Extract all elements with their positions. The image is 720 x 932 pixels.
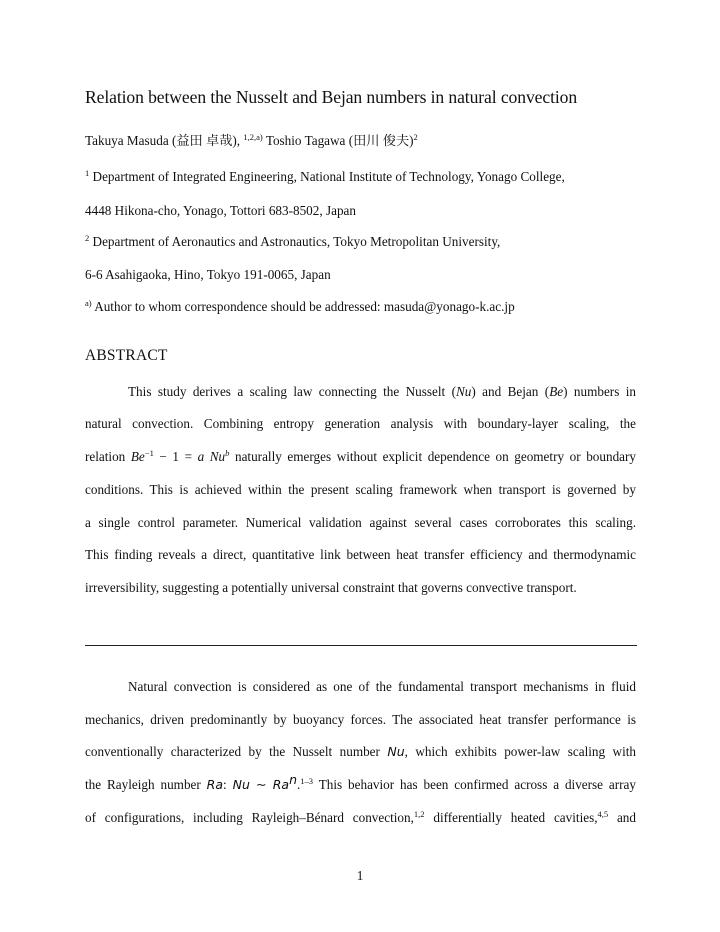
paper-title: Relation between the Nusselt and Bejan numbers in natural convection: [85, 87, 578, 107]
affiliation-2-text: Department of Aeronautics and Astronautics, Tokyo Metropolitan University,: [92, 234, 501, 249]
correspondence-text: Author to whom correspondence should be addressed: masuda@yonago-k.ac.jp: [94, 299, 515, 314]
text-span: This behavior has been confirmed across a diverse array: [313, 777, 636, 792]
abstract-line-2: natural convection. Combining entropy generation analysis with boundary-layer scaling, the: [85, 416, 636, 431]
body-line-5: [85, 810, 636, 826]
text-span: and: [608, 810, 636, 825]
correspondence-marker: a): [85, 298, 92, 308]
abstract-line-6: This finding reveals a direct, quantitative link between heat transfer efficiency and thermodynamic: [85, 547, 636, 562]
text-span: conventionally characterized by the Nusselt number: [85, 744, 388, 759]
rayleigh-symbol: Ra: [272, 777, 290, 792]
nusselt-symbol: Nu: [232, 777, 250, 792]
author-2: Toshio Tagawa (田川 俊夫): [265, 133, 414, 148]
nusselt-symbol: Nu: [455, 384, 472, 399]
affiliation-2-line-1: [85, 234, 500, 250]
affiliation-2-line-2: 6-6 Asahigaoka, Hino, Tokyo 191-0065, Japan: [85, 267, 331, 282]
affiliation-1-line-2: 4448 Hikona-cho, Yonago, Tottori 683-8502, Japan: [85, 203, 356, 218]
text-span: This study derives a scaling law connecting the Nusselt (: [128, 384, 456, 399]
section-divider: [85, 645, 637, 646]
affiliation-1-text: Department of Integrated Engineering, National Institute of Technology, Yonago College,: [92, 169, 565, 184]
author-2-affiliation-marker: 2: [413, 132, 418, 142]
exponent: −1: [144, 448, 154, 458]
bejan-symbol: Be: [549, 384, 564, 399]
body-line-4: [85, 772, 636, 793]
text-span: of configurations, including Rayleigh–Bénard convection,: [85, 810, 414, 825]
abstract-line-7: irreversibility, suggesting a potentially universal constraint that governs convective transport.: [85, 580, 577, 595]
correspondence-note: [85, 299, 515, 315]
rayleigh-symbol: Ra: [206, 777, 224, 792]
abstract-line-1: [85, 384, 636, 400]
text-span: relation: [85, 449, 131, 464]
exponent: n: [289, 772, 297, 787]
text-span: − 1 =: [153, 449, 198, 464]
body-line-2: mechanics, driven predominantly by buoyancy forces. The associated heat transfer performance is: [85, 712, 636, 727]
text-span: naturally emerges without explicit dependence on geometry or boundary: [229, 449, 637, 464]
exponent: b: [225, 448, 230, 458]
abstract-line-5: a single control parameter. Numerical validation against several cases corroborates this scaling.: [85, 515, 636, 530]
text-span: differentially heated cavities,: [424, 810, 598, 825]
equation-term: a Nu: [197, 449, 226, 464]
bejan-symbol: Be: [130, 449, 145, 464]
text-span: the Rayleigh number: [85, 777, 207, 792]
text-span: , which exhibits power-law scaling with: [404, 744, 636, 759]
author-line: [85, 133, 418, 149]
citation-marker: 1–3: [300, 776, 314, 786]
text-span: :: [223, 777, 233, 792]
affiliation-1-marker: 1: [85, 168, 90, 178]
citation-marker: 4,5: [597, 809, 609, 819]
text-span: ) numbers in: [563, 384, 636, 399]
author-1-affiliation-marker: 1,2,a): [243, 132, 263, 142]
abstract-heading: ABSTRACT: [85, 347, 168, 364]
nusselt-symbol: Nu: [387, 744, 405, 759]
body-line-1: Natural convection is considered as one of the fundamental transport mechanisms in fluid: [128, 679, 636, 694]
affiliation-2-marker: 2: [85, 233, 90, 243]
text-span: .: [297, 777, 301, 792]
author-1: Takuya Masuda (益田 卓哉),: [85, 133, 241, 148]
text-span: ) and Bejan (: [471, 384, 550, 399]
similar-operator: ∼: [249, 777, 273, 792]
citation-marker: 1,2: [413, 809, 425, 819]
body-line-3: [85, 744, 636, 760]
abstract-line-4: conditions. This is achieved within the present scaling framework when transport is governed by: [85, 482, 636, 497]
page-number: 1: [356, 868, 364, 883]
affiliation-1-line-1: [85, 169, 565, 185]
abstract-line-3: [85, 449, 636, 465]
